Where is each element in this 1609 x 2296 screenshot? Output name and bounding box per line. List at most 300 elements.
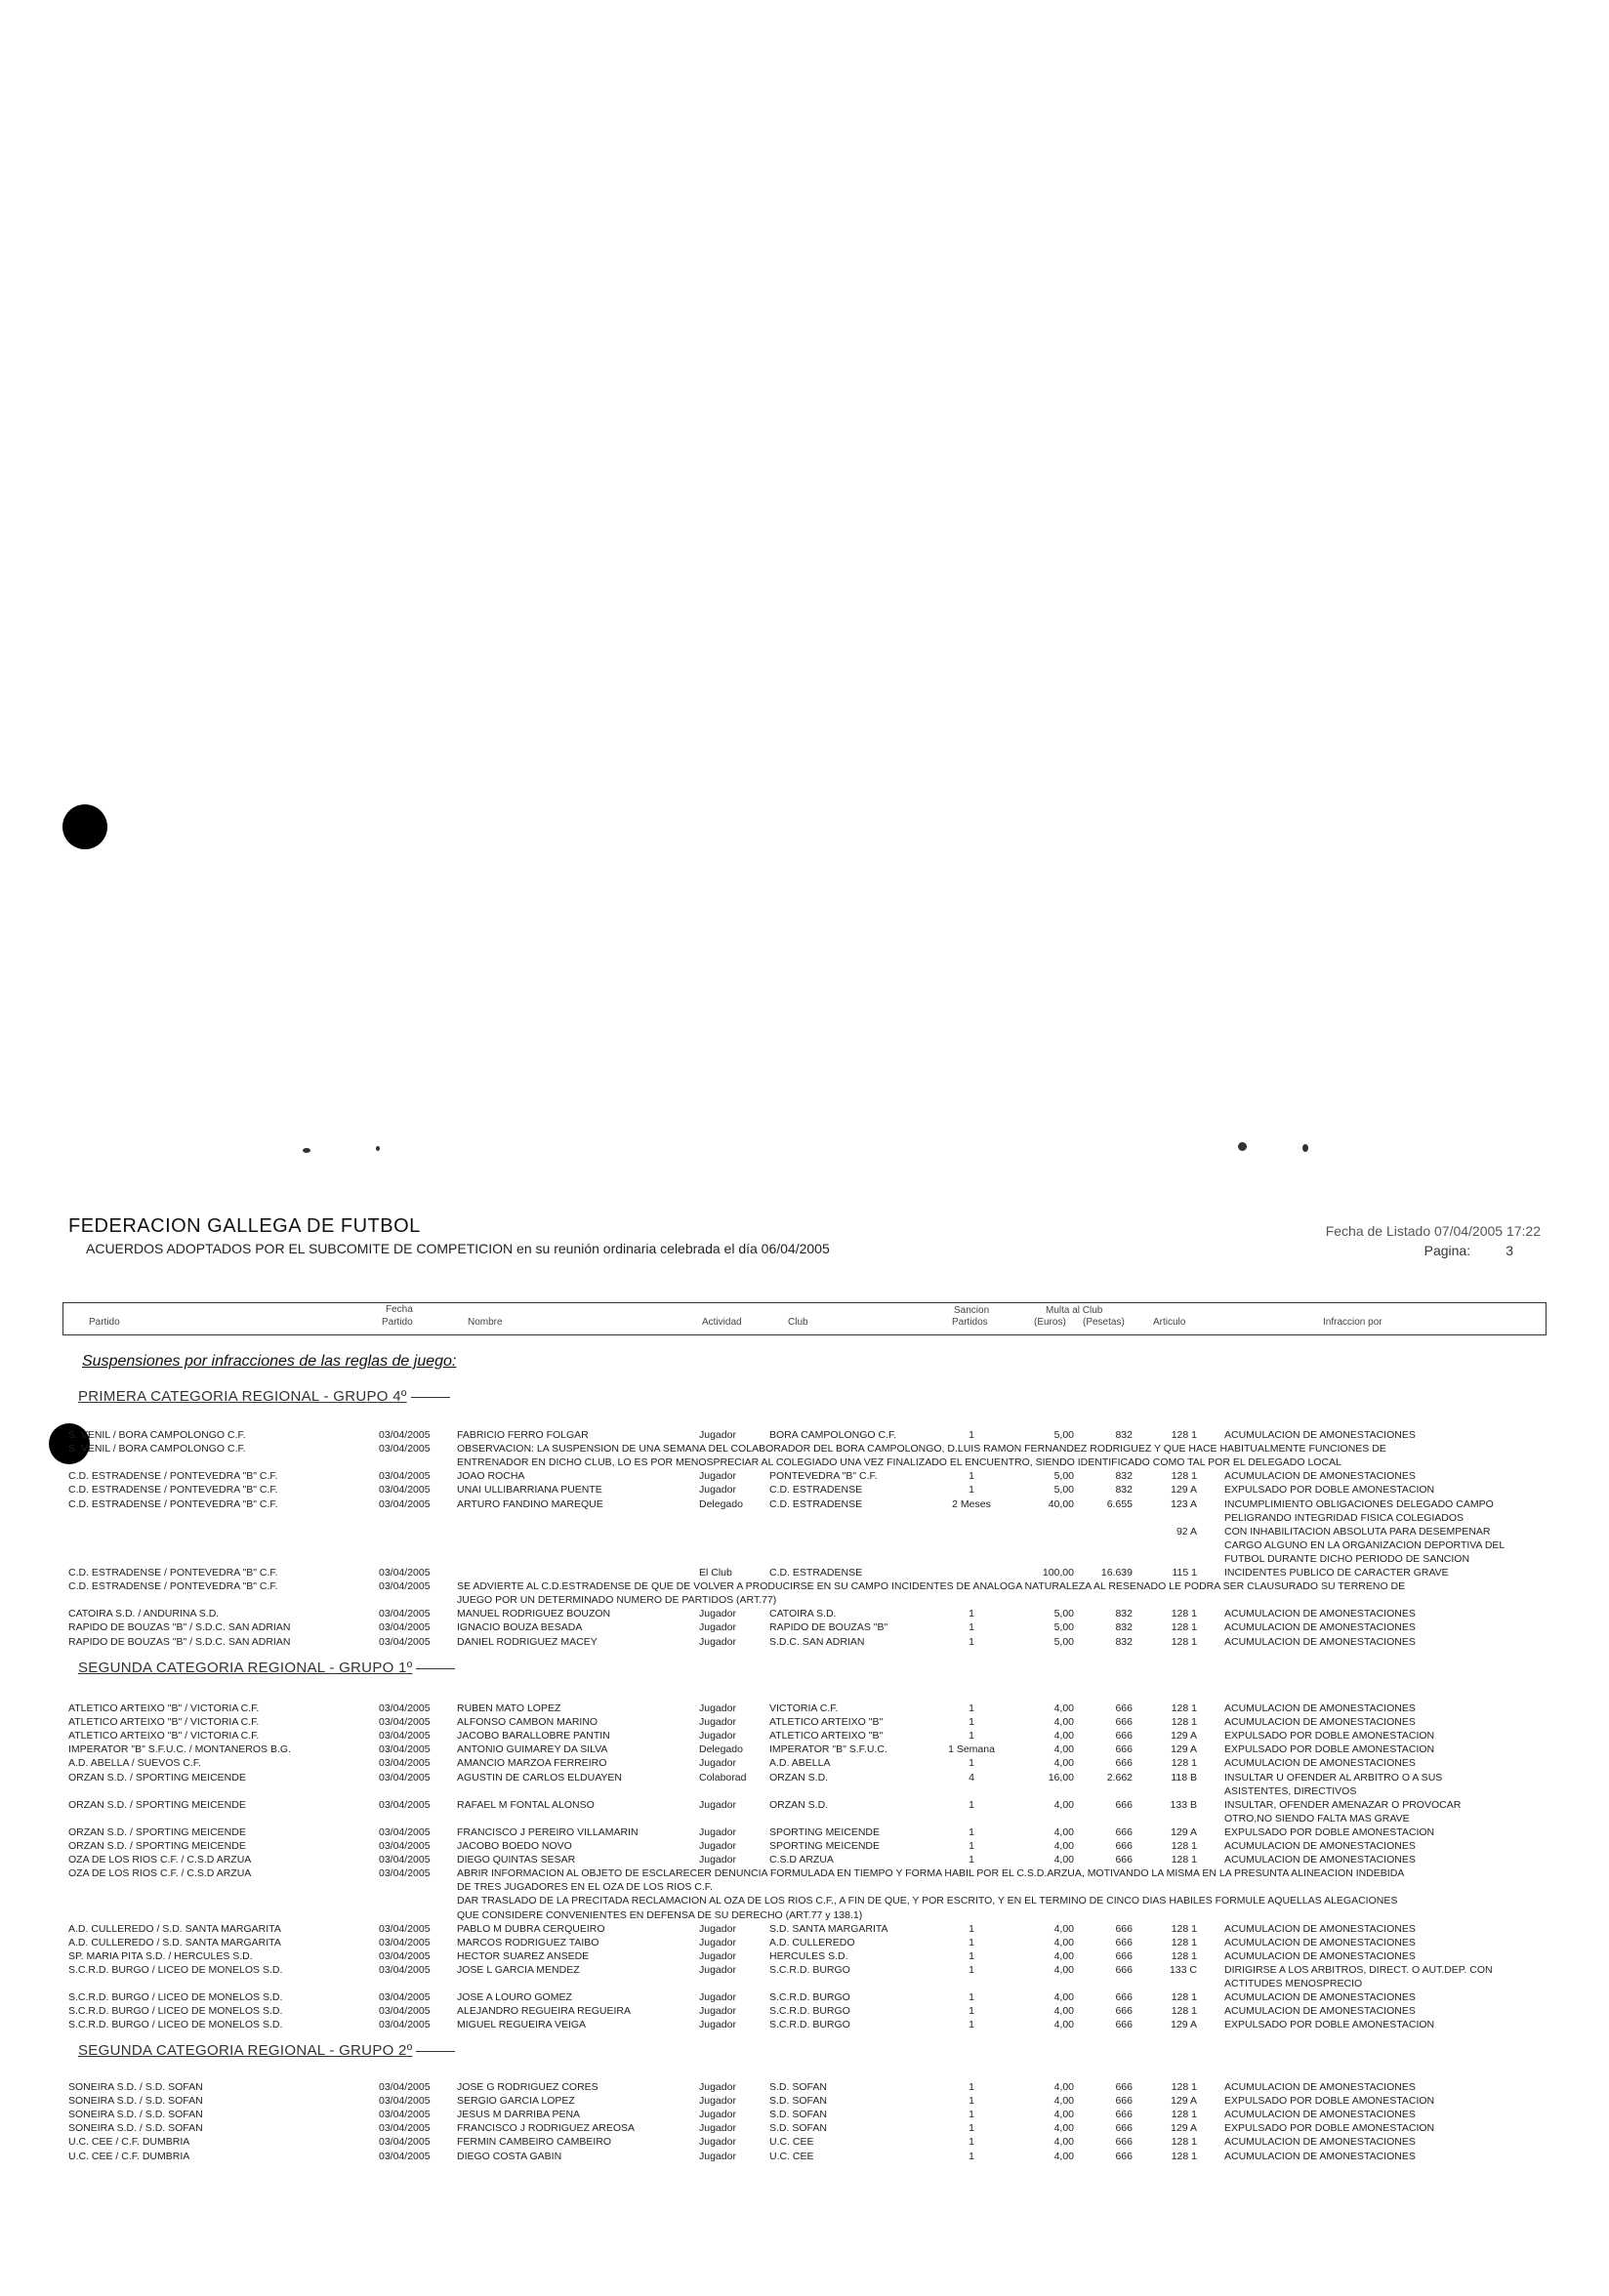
cell-articulo: 129 A — [1171, 2095, 1197, 2108]
cell-infraccion: FUTBOL DURANTE DICHO PERIODO DE SANCION — [1224, 1552, 1470, 1565]
cell-sancion: 1 — [969, 1608, 974, 1620]
cell-infraccion: ACUMULACION DE AMONESTACIONES — [1224, 1470, 1416, 1483]
page-number — [1424, 1243, 1513, 1258]
cell-pesetas: 666 — [1115, 2150, 1133, 2162]
table-row — [0, 2108, 1609, 2121]
cell-fecha: 03/04/2005 — [379, 1702, 431, 1714]
cell-sancion: 1 — [969, 1429, 974, 1441]
cell-actividad: Jugador — [699, 2122, 736, 2135]
table-row — [0, 1428, 1609, 1442]
cell-club: A.D. CULLEREDO — [769, 1936, 855, 1948]
cell-pesetas: 666 — [1115, 1949, 1133, 1962]
cell-pesetas: 666 — [1115, 1963, 1133, 1976]
cell-fecha: 03/04/2005 — [379, 1825, 431, 1838]
cell-articulo: 128 1 — [1171, 1702, 1197, 1714]
cell-euros: 40,00 — [1048, 1497, 1074, 1510]
group-title-3 — [78, 2042, 455, 2059]
cell-actividad: Jugador — [699, 1798, 736, 1811]
group-title-2 — [78, 1660, 455, 1676]
cell-pesetas: 832 — [1115, 1470, 1133, 1483]
cell-actividad: Jugador — [699, 2019, 736, 2031]
cell-infraccion: ACUMULACION DE AMONESTACIONES — [1224, 2136, 1416, 2149]
cell-infraccion: CON INHABILITACION ABSOLUTA PARA DESEMPENAR — [1224, 1525, 1491, 1538]
cell-articulo: 128 1 — [1171, 1635, 1197, 1648]
cell-partido: C.D. ESTRADENSE / PONTEVEDRA "B" C.F. — [68, 1497, 278, 1510]
cell-infraccion: EXPULSADO POR DOBLE AMONESTACION — [1224, 2019, 1435, 2031]
cell-actividad: Delegado — [699, 1497, 743, 1510]
cell-articulo: 129 A — [1171, 1730, 1197, 1742]
cell-sancion: 1 — [969, 1798, 974, 1811]
cell-infraccion: EXPULSADO POR DOBLE AMONESTACION — [1224, 2122, 1435, 2135]
cell-partido: S.C.R.D. BURGO / LICEO DE MONELOS S.D. — [68, 2019, 283, 2031]
cell-sancion: 1 — [969, 1702, 974, 1714]
cell-nombre: ALFONSO CAMBON MARINO — [457, 1716, 598, 1729]
cell-fecha: 03/04/2005 — [379, 1757, 431, 1770]
cell-articulo: 92 A — [1176, 1525, 1197, 1538]
cell-infraccion: INSULTAR, OFENDER AMENAZAR O PROVOCAR — [1224, 1798, 1462, 1811]
cell-sancion: 1 — [969, 2019, 974, 2031]
table-row — [0, 1566, 1609, 1579]
table-row — [0, 1456, 1609, 1469]
cell-actividad: Jugador — [699, 1936, 736, 1948]
cell-infraccion: ACUMULACION DE AMONESTACIONES — [1224, 1621, 1416, 1634]
cell-sancion: 1 Semana — [948, 1743, 995, 1756]
cell-infraccion: ACUMULACION DE AMONESTACIONES — [1224, 2150, 1416, 2162]
cell-partido: IMPERATOR "B" S.F.U.C. / MONTANEROS B.G. — [68, 1743, 291, 1756]
cell-partido: SONEIRA S.D. / S.D. SOFAN — [68, 2122, 203, 2135]
scan-speck — [376, 1146, 380, 1151]
cell-fecha: 03/04/2005 — [379, 1771, 431, 1784]
cell-nombre: HECTOR SUAREZ ANSEDE — [457, 1949, 590, 1962]
cell-euros: 4,00 — [1053, 2019, 1074, 2031]
table-row — [0, 1469, 1609, 1483]
cell-fecha: 03/04/2005 — [379, 1470, 431, 1483]
cell-pesetas: 832 — [1115, 1635, 1133, 1648]
cell-euros: 5,00 — [1053, 1470, 1074, 1483]
cell-euros: 4,00 — [1053, 2005, 1074, 2018]
cell-infraccion: ACUMULACION DE AMONESTACIONES — [1224, 1429, 1416, 1441]
table-row — [0, 2150, 1609, 2163]
cell-fecha: 03/04/2005 — [379, 1936, 431, 1948]
cell-infraccion: EXPULSADO POR DOBLE AMONESTACION — [1224, 1730, 1435, 1742]
table-row — [0, 2094, 1609, 2108]
cell-nombre: FRANCISCO J RODRIGUEZ AREOSA — [457, 2122, 636, 2135]
cell-actividad: El Club — [699, 1567, 732, 1578]
table-row — [0, 1593, 1609, 1607]
cell-pesetas: 6.655 — [1106, 1497, 1133, 1510]
cell-sancion: 1 — [969, 2095, 974, 2108]
cell-euros: 4,00 — [1053, 1936, 1074, 1948]
cell-nombre: ANTONIO GUIMAREY DA SILVA — [457, 1743, 608, 1756]
cell-fecha: 03/04/2005 — [379, 2019, 431, 2031]
cell-actividad: Jugador — [699, 1922, 736, 1935]
cell-club: S.D. SOFAN — [769, 2109, 827, 2121]
table-row — [0, 1908, 1609, 1922]
group-title-text: SEGUNDA CATEGORIA REGIONAL - GRUPO 1º — [78, 1660, 413, 1676]
cell-nombre: QUE CONSIDERE CONVENIENTES EN DEFENSA DE SU DERECHO (ART.77 y 138.1) — [457, 1908, 863, 1921]
table-row — [0, 1742, 1609, 1756]
cell-articulo: 128 1 — [1171, 1854, 1197, 1866]
cell-club: U.C. CEE — [769, 2150, 814, 2162]
cell-nombre: ENTRENADOR EN DICHO CLUB, LO ES POR MENOSPRECIAR AL COLEGIADO UNA VEZ FINALIZADO EL ENCUENTRO, SIENDO IDENTIFICADO COMO TAL POR EL DELEGADO LOCAL — [457, 1456, 1341, 1469]
cell-club: ORZAN S.D. — [769, 1771, 829, 1784]
cell-articulo: 128 1 — [1171, 1429, 1197, 1441]
table-row — [0, 1866, 1609, 1880]
cell-articulo: 128 1 — [1171, 1757, 1197, 1770]
cell-actividad: Jugador — [699, 1716, 736, 1729]
cell-fecha: 03/04/2005 — [379, 2005, 431, 2018]
cell-pesetas: 666 — [1115, 2095, 1133, 2108]
col-sancion-line2: Partidos — [952, 1317, 988, 1328]
cell-pesetas: 832 — [1115, 1429, 1133, 1441]
cell-articulo: 128 1 — [1171, 2081, 1197, 2093]
cell-partido: SONEIRA S.D. / S.D. SOFAN — [68, 2109, 203, 2121]
cell-nombre: IGNACIO BOUZA BESADA — [457, 1621, 583, 1634]
cell-fecha: 03/04/2005 — [379, 1949, 431, 1962]
cell-fecha: 03/04/2005 — [379, 1730, 431, 1742]
table-row — [0, 1894, 1609, 1907]
cell-articulo: 129 A — [1171, 2019, 1197, 2031]
cell-fecha: 03/04/2005 — [379, 1429, 431, 1441]
cell-nombre: AGUSTIN DE CARLOS ELDUAYEN — [457, 1771, 623, 1784]
cell-euros: 4,00 — [1053, 1991, 1074, 2004]
table-row — [0, 1990, 1609, 2004]
cell-euros: 4,00 — [1053, 1825, 1074, 1838]
cell-sancion: 1 — [969, 1922, 974, 1935]
cell-actividad: Jugador — [699, 1949, 736, 1962]
cell-pesetas: 666 — [1115, 1798, 1133, 1811]
group-title-1 — [78, 1388, 450, 1405]
cell-club: VICTORIA C.F. — [769, 1702, 839, 1714]
table-row — [0, 2080, 1609, 2094]
cell-nombre: DE TRES JUGADORES EN EL OZA DE LOS RIOS C.F. — [457, 1881, 713, 1894]
table-row — [0, 1963, 1609, 1977]
cell-articulo: 128 1 — [1171, 1991, 1197, 2004]
cell-euros: 4,00 — [1053, 1854, 1074, 1866]
cell-nombre: JOSE G RODRIGUEZ CORES — [457, 2081, 598, 2093]
cell-actividad: Jugador — [699, 2136, 736, 2149]
cell-euros: 4,00 — [1053, 1922, 1074, 1935]
cell-partido: OZA DE LOS RIOS C.F. / C.S.D ARZUA — [68, 1867, 252, 1880]
cell-infraccion: ACUMULACION DE AMONESTACIONES — [1224, 1991, 1416, 2004]
cell-nombre: PABLO M DUBRA CERQUEIRO — [457, 1922, 605, 1935]
cell-partido: ORZAN S.D. / SPORTING MEICENDE — [68, 1798, 246, 1811]
cell-partido: C.D. ESTRADENSE / PONTEVEDRA "B" C.F. — [68, 1567, 278, 1578]
listing-date — [1326, 1223, 1541, 1239]
cell-pesetas: 666 — [1115, 1716, 1133, 1729]
table-row — [0, 1756, 1609, 1770]
cell-nombre: FRANCISCO J PEREIRO VILLAMARIN — [457, 1825, 639, 1838]
cell-fecha: 03/04/2005 — [379, 1497, 431, 1510]
cell-articulo: 118 B — [1171, 1771, 1197, 1784]
cell-articulo: 133 B — [1170, 1798, 1197, 1811]
cell-partido: CATOIRA S.D. / ANDURINA S.D. — [68, 1608, 220, 1620]
cell-euros: 4,00 — [1053, 2081, 1074, 2093]
cell-club: SPORTING MEICENDE — [769, 1825, 880, 1838]
cell-euros: 4,00 — [1053, 1716, 1074, 1729]
cell-club: S.D.C. SAN ADRIAN — [769, 1635, 865, 1648]
cell-infraccion: ACUMULACION DE AMONESTACIONES — [1224, 1757, 1416, 1770]
cell-club: CATOIRA S.D. — [769, 1608, 837, 1620]
cell-sancion: 1 — [969, 2005, 974, 2018]
cell-articulo: 115 1 — [1172, 1567, 1197, 1578]
col-club: Club — [788, 1317, 808, 1328]
col-sancion-line1: Sancion — [954, 1305, 990, 1316]
cell-nombre: OBSERVACION: LA SUSPENSION DE UNA SEMANA DEL COLABORADOR DEL BORA CAMPOLONGO, D.LUIS RAMON FERNANDEZ RODRIGUEZ Y QUE HACE HABITUALMENTE FUNCIONES DE — [457, 1443, 1386, 1456]
cell-sancion: 1 — [969, 1949, 974, 1962]
table-row — [0, 2135, 1609, 2149]
cell-infraccion: ACUMULACION DE AMONESTACIONES — [1224, 1716, 1416, 1729]
cell-club: A.D. ABELLA — [769, 1757, 831, 1770]
cell-infraccion: INSULTAR U OFENDER AL ARBITRO O A SUS — [1224, 1771, 1443, 1784]
table-row — [0, 2121, 1609, 2135]
cell-infraccion: PELIGRANDO INTEGRIDAD FISICA COLEGIADOS — [1224, 1511, 1465, 1524]
cell-fecha: 03/04/2005 — [379, 2095, 431, 2108]
cell-euros: 5,00 — [1053, 1484, 1074, 1496]
cell-club: RAPIDO DE BOUZAS "B" — [769, 1621, 888, 1634]
cell-partido: A.D. CULLEREDO / S.D. SANTA MARGARITA — [68, 1936, 281, 1948]
punch-hole — [62, 804, 107, 849]
cell-articulo: 128 1 — [1171, 1949, 1197, 1962]
cell-euros: 5,00 — [1053, 1608, 1074, 1620]
scan-speck — [1238, 1142, 1247, 1151]
cell-infraccion: ACUMULACION DE AMONESTACIONES — [1224, 1922, 1416, 1935]
cell-nombre: JACOBO BOEDO NOVO — [457, 1840, 572, 1852]
cell-actividad: Delegado — [699, 1743, 743, 1756]
cell-sancion: 1 — [969, 1840, 974, 1852]
cell-nombre: FERMIN CAMBEIRO CAMBEIRO — [457, 2136, 612, 2149]
cell-actividad: Jugador — [699, 1854, 736, 1866]
cell-pesetas: 666 — [1115, 1757, 1133, 1770]
col-articulo: Articulo — [1153, 1317, 1186, 1328]
cell-actividad: Jugador — [699, 1730, 736, 1742]
table-row — [0, 1552, 1609, 1566]
cell-fecha: 03/04/2005 — [379, 1743, 431, 1756]
cell-nombre: MIGUEL REGUEIRA VEIGA — [457, 2019, 587, 2031]
cell-articulo: 128 1 — [1171, 2005, 1197, 2018]
cell-club: S.C.R.D. BURGO — [769, 2005, 850, 2018]
cell-fecha: 03/04/2005 — [379, 1991, 431, 2004]
cell-sancion: 1 — [969, 1635, 974, 1648]
cell-infraccion: ACUMULACION DE AMONESTACIONES — [1224, 2109, 1416, 2121]
table-row — [0, 1880, 1609, 1894]
cell-sancion: 1 — [969, 2081, 974, 2093]
cell-fecha: 03/04/2005 — [379, 2109, 431, 2121]
col-fecha-line2: Partido — [382, 1317, 413, 1328]
table-row — [0, 1825, 1609, 1839]
cell-pesetas: 666 — [1115, 2019, 1133, 2031]
cell-pesetas: 666 — [1115, 1840, 1133, 1852]
cell-nombre: DAR TRASLADO DE LA PRECITADA RECLAMACION AL OZA DE LOS RIOS C.F., A FIN DE QUE, Y POR ESCRITO, Y EN EL TERMINO DE CINCO DIAS HABILES FORMULE AQUELLAS ALEGACIONES — [457, 1895, 1398, 1907]
cell-actividad: Jugador — [699, 2150, 736, 2162]
cell-euros: 4,00 — [1053, 2109, 1074, 2121]
cell-fecha: 03/04/2005 — [379, 2150, 431, 2162]
cell-pesetas: 832 — [1115, 1608, 1133, 1620]
cell-partido: S.C.R.D. BURGO / LICEO DE MONELOS S.D. — [68, 2005, 283, 2018]
cell-sancion: 1 — [969, 1963, 974, 1976]
cell-sancion: 1 — [969, 1730, 974, 1742]
cell-partido: ATLETICO ARTEIXO "B" / VICTORIA C.F. — [68, 1716, 260, 1729]
cell-partido: SONEIRA S.D. / S.D. SOFAN — [68, 2095, 203, 2108]
cell-fecha: 03/04/2005 — [379, 1840, 431, 1852]
organization-name: FEDERACION GALLEGA DE FUTBOL — [68, 1215, 421, 1237]
cell-actividad: Colaborad — [699, 1771, 747, 1784]
table-row — [0, 1771, 1609, 1784]
cell-euros: 4,00 — [1053, 2095, 1074, 2108]
table-row — [0, 1853, 1609, 1866]
table-row — [0, 1538, 1609, 1552]
cell-pesetas: 666 — [1115, 1730, 1133, 1742]
cell-sancion: 1 — [969, 1484, 974, 1496]
cell-sancion: 2 Meses — [952, 1497, 991, 1510]
cell-actividad: Jugador — [699, 1635, 736, 1648]
cell-partido: C.D. ESTRADENSE / PONTEVEDRA "B" C.F. — [68, 1484, 278, 1496]
cell-nombre: RAFAEL M FONTAL ALONSO — [457, 1798, 595, 1811]
table-row — [0, 2004, 1609, 2018]
cell-club: ATLETICO ARTEIXO "B" — [769, 1730, 884, 1742]
cell-nombre: DIEGO COSTA GABIN — [457, 2150, 562, 2162]
cell-partido: A.D. CULLEREDO / S.D. SANTA MARGARITA — [68, 1922, 281, 1935]
cell-articulo: 128 1 — [1171, 2136, 1197, 2149]
cell-nombre: SERGIO GARCIA LOPEZ — [457, 2095, 575, 2108]
table-row — [0, 1784, 1609, 1798]
cell-infraccion: EXPULSADO POR DOBLE AMONESTACION — [1224, 1484, 1435, 1496]
cell-sancion: 1 — [969, 1716, 974, 1729]
cell-partido: RAPIDO DE BOUZAS "B" / S.D.C. SAN ADRIAN — [68, 1635, 291, 1648]
cell-infraccion: OTRO,NO SIENDO FALTA MAS GRAVE — [1224, 1812, 1410, 1824]
col-actividad: Actividad — [702, 1317, 742, 1328]
cell-fecha: 03/04/2005 — [379, 1867, 431, 1880]
cell-euros: 4,00 — [1053, 2150, 1074, 2162]
cell-sancion: 1 — [969, 2150, 974, 2162]
cell-nombre: JOAO ROCHA — [457, 1470, 525, 1483]
cell-nombre: JOSE L GARCIA MENDEZ — [457, 1963, 580, 1976]
cell-pesetas: 832 — [1115, 1484, 1133, 1496]
cell-euros: 4,00 — [1053, 1798, 1074, 1811]
cell-actividad: Jugador — [699, 1608, 736, 1620]
table-row — [0, 1812, 1609, 1825]
col-partido: Partido — [89, 1317, 120, 1328]
cell-club: S.C.R.D. BURGO — [769, 1963, 850, 1976]
cell-articulo: 128 1 — [1171, 1621, 1197, 1634]
cell-euros: 5,00 — [1053, 1429, 1074, 1441]
cell-articulo: 128 1 — [1171, 1922, 1197, 1935]
cell-partido: ORZAN S.D. / SPORTING MEICENDE — [68, 1825, 246, 1838]
cell-partido: RAPIDO DE BOUZAS "B" / S.D.C. SAN ADRIAN — [68, 1621, 291, 1634]
cell-infraccion: ASISTENTES, DIRECTIVOS — [1224, 1784, 1357, 1797]
cell-pesetas: 2.662 — [1106, 1771, 1133, 1784]
cell-pesetas: 666 — [1115, 2109, 1133, 2121]
col-multa: Multa al Club — [1046, 1305, 1103, 1316]
cell-euros: 4,00 — [1053, 2122, 1074, 2135]
cell-club: ORZAN S.D. — [769, 1798, 829, 1811]
cell-pesetas: 666 — [1115, 1991, 1133, 2004]
cell-actividad: Jugador — [699, 1991, 736, 2004]
cell-infraccion: INCIDENTES PUBLICO DE CARACTER GRAVE — [1224, 1567, 1449, 1578]
cell-infraccion: EXPULSADO POR DOBLE AMONESTACION — [1224, 1825, 1435, 1838]
cell-nombre: DANIEL RODRIGUEZ MACEY — [457, 1635, 598, 1648]
cell-fecha: 03/04/2005 — [379, 1922, 431, 1935]
table-row — [0, 1798, 1609, 1812]
scan-speck — [1302, 1144, 1308, 1152]
cell-articulo: 128 1 — [1171, 1840, 1197, 1852]
cell-club: S.D. SOFAN — [769, 2095, 827, 2108]
cell-partido: A.D. ABELLA / SUEVOS C.F. — [68, 1757, 201, 1770]
cell-actividad: Jugador — [699, 1757, 736, 1770]
cell-articulo: 128 1 — [1171, 1936, 1197, 1948]
col-euros: (Euros) — [1034, 1317, 1066, 1328]
cell-pesetas: 666 — [1115, 1825, 1133, 1838]
table-row — [0, 1839, 1609, 1853]
cell-infraccion: ACUMULACION DE AMONESTACIONES — [1224, 1840, 1416, 1852]
cell-partido: S. VENIL / BORA CAMPOLONGO C.F. — [68, 1443, 246, 1456]
cell-actividad: Jugador — [699, 2109, 736, 2121]
cell-sancion: 1 — [969, 1854, 974, 1866]
cell-articulo: 123 A — [1171, 1497, 1197, 1510]
cell-club: C.D. ESTRADENSE — [769, 1497, 863, 1510]
col-infraccion: Infraccion por — [1323, 1317, 1382, 1328]
cell-sancion: 1 — [969, 2136, 974, 2149]
cell-fecha: 03/04/2005 — [379, 1608, 431, 1620]
cell-club: S.C.R.D. BURGO — [769, 1991, 850, 2004]
table-row — [0, 1702, 1609, 1715]
cell-euros: 5,00 — [1053, 1621, 1074, 1634]
cell-articulo: 133 C — [1169, 1963, 1197, 1976]
cell-infraccion: ACUMULACION DE AMONESTACIONES — [1224, 2081, 1416, 2093]
cell-partido: S.C.R.D. BURGO / LICEO DE MONELOS S.D. — [68, 1991, 283, 2004]
cell-euros: 16,00 — [1048, 1771, 1074, 1784]
cell-sancion: 1 — [969, 2122, 974, 2135]
cell-articulo: 129 A — [1171, 1484, 1197, 1496]
cell-club: S.D. SANTA MARGARITA — [769, 1922, 888, 1935]
cell-fecha: 03/04/2005 — [379, 1635, 431, 1648]
table-row — [0, 1936, 1609, 1949]
cell-sancion: 1 — [969, 1621, 974, 1634]
cell-euros: 4,00 — [1053, 1757, 1074, 1770]
cell-fecha: 03/04/2005 — [379, 1963, 431, 1976]
cell-fecha: 03/04/2005 — [379, 1484, 431, 1496]
cell-nombre: JACOBO BARALLOBRE PANTIN — [457, 1730, 610, 1742]
cell-fecha: 03/04/2005 — [379, 1621, 431, 1634]
cell-pesetas: 666 — [1115, 1702, 1133, 1714]
cell-pesetas: 666 — [1115, 2081, 1133, 2093]
cell-sancion: 1 — [969, 1991, 974, 2004]
cell-infraccion: ACUMULACION DE AMONESTACIONES — [1224, 1608, 1416, 1620]
cell-fecha: 03/04/2005 — [379, 2081, 431, 2093]
cell-infraccion: EXPULSADO POR DOBLE AMONESTACION — [1224, 1743, 1435, 1756]
cell-nombre: ARTURO FANDINO MAREQUE — [457, 1497, 603, 1510]
table-row — [0, 1511, 1609, 1525]
cell-fecha: 03/04/2005 — [379, 2136, 431, 2149]
cell-infraccion: ACUMULACION DE AMONESTACIONES — [1224, 1854, 1416, 1866]
cell-nombre: RUBEN MATO LOPEZ — [457, 1702, 561, 1714]
cell-pesetas: 666 — [1115, 2005, 1133, 2018]
table-row — [0, 1525, 1609, 1538]
table-row — [0, 1442, 1609, 1456]
cell-actividad: Jugador — [699, 2081, 736, 2093]
cell-articulo: 128 1 — [1171, 1716, 1197, 1729]
group-title-text: PRIMERA CATEGORIA REGIONAL - GRUPO 4º — [78, 1388, 407, 1405]
cell-club: C.S.D ARZUA — [769, 1854, 834, 1866]
cell-partido: OZA DE LOS RIOS C.F. / C.S.D ARZUA — [68, 1854, 252, 1866]
cell-actividad: Jugador — [699, 1702, 736, 1714]
cell-partido: ATLETICO ARTEIXO "B" / VICTORIA C.F. — [68, 1730, 260, 1742]
cell-nombre: MANUEL RODRIGUEZ BOUZON — [457, 1608, 611, 1620]
cell-partido: ATLETICO ARTEIXO "B" / VICTORIA C.F. — [68, 1702, 260, 1714]
cell-nombre: UNAI ULLIBARRIANA PUENTE — [457, 1484, 602, 1496]
cell-articulo: 129 A — [1171, 1825, 1197, 1838]
cell-articulo: 128 1 — [1171, 1470, 1197, 1483]
